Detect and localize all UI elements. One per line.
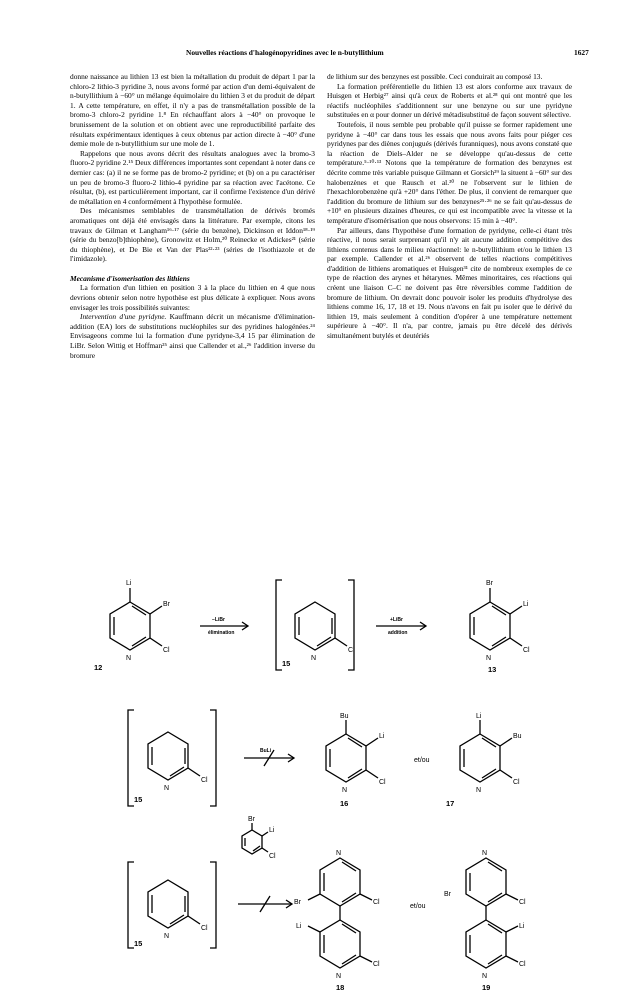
pyridine-ring-18-bottom [320,920,360,968]
atom-label-br: Br [444,891,451,898]
pyridyne-ring-15 [295,602,335,650]
atom-label-cl: Cl [269,853,276,860]
paragraph: Des mécanismes semblables de transmétallation de dérivés bromés aromatiques ont déjà été envisagés dans la littérature. Par exemple, citons les travaux de Gilman et Langham¹⁶·¹⁷ (série du benzène), Dickinson et Iddon¹⁸·¹⁹ (série du benzo[b]thiophène), Gronowitz et Holm,²⁰ Reinecke et Adickes²¹ (série du thiophène), et De Bie et Van der Plas²²·²³ (séries de l'isothiazole et de l'imidazole). [70,206,315,264]
paragraph-lead: Intervention d'une pyridyne. [80,312,167,322]
atom-label-n: N [126,655,132,662]
compound-number-15: 15 [134,939,143,948]
bracket-left [276,580,282,670]
atom-label-cl: Cl [513,779,520,786]
atom-label-li: Li [296,923,302,930]
bracket-right [210,710,216,806]
pyridine-ring-17 [460,734,500,782]
bracket-right [348,580,354,670]
bracket-right [210,862,216,948]
bracket-left [128,710,134,806]
pyridine-ring-16 [326,734,366,782]
atom-label-n: N [476,787,482,794]
reagent-label: addition [388,630,408,636]
compound-number-13: 13 [488,665,497,674]
atom-label-li: Li [126,580,132,587]
atom-label-li: Li [269,827,275,834]
paragraph: de lithium sur des benzynes est possible. Ceci conduirait au composé 13. [327,72,543,81]
atom-label-n: N [482,850,488,857]
atom-label-cl: Cl [523,647,530,654]
reaction-scheme [70,568,570,993]
section-title: Mecanisme d'isomerisation des lithiens [70,273,190,283]
atom-label-li: Li [523,601,529,608]
atom-label-li: Li [476,713,482,720]
atom-label-n: N [336,973,342,980]
connector-text: et/ou [410,903,426,910]
compound-number-17: 17 [446,799,455,808]
atom-label-n: N [336,850,342,857]
atom-label-cl: Cl [519,961,526,968]
paragraph: Rappelons que nous avons décrit des résultats analogues avec la bromo-3 fluoro-2 pyridine 2.¹⁵ Deux différences importantes sont cependant à noter dans ce dernier cas: (a) il ne se forme pas de bromo-2 pyridine; et (b) on a pu caractériser un peu de bromo-3 fluoro-2 lithio-4 pyridine par sa réaction avec l'acétone. Ce résultat, (b), est particulièrement important, car il confirme l'existence d'un dérivé de métallation en 4 conformément à l'hypothèse formulée. [70,148,315,206]
right-column [327,72,572,341]
paragraph: Par ailleurs, dans l'hypothèse d'une formation de pyridyne, celle-ci étant très réactive, il nous serait surprenant qu'il n'y ait aucune addition compétitive des lithiens contenus dans le milieu réactionnel: le n-butyllithium et/ou le lithien 13 par exemple. Callender et al.²⁶ observent de telles réactions compétitives d'addition de lithiens aromatiques et Huisgen³¹ cite de nombreux exemples de ce type de réaction des arynes et hétarynes. Mêmes minoritaires, ces réactions qui créent une liaison C–C ne doivent pas être réversibles comme l'addition de bromure de lithium. On devrait donc pouvoir isoler les produits d'hydrolyse des lithiens comme 16, 17, 18 et 19. Nous n'avons en fait pu isoler que le dérivé du lithien 19, mais seulement à condition d'opérer à une température nettement supérieure à −40°. Il n'a, par contre, jamais pu être décelé des dérivés simultanément butylés et deutériés [327,225,572,341]
paragraph [70,312,315,360]
atom-label-n: N [164,933,170,940]
atom-label-cl: Cl [348,647,355,654]
paragraph: La formation d'un lithien en position 3 à la place du lithien en 4 que nous devrions obtenir selon notre hypothèse est plus délicate à expliquer. Nous avons envisager les trois possibilités suivantes: [70,283,315,312]
compound-number-15: 15 [134,795,143,804]
paragraph: La formation préférentielle du lithien 13 est alors conforme aux travaux de Huisgen et Herbig²⁷ ainsi qu'à ceux de Roberts et al.²⁸ qui ont montré que les réactifs nucléophiles s'additionnent sur une benzyne ou sur une pyridyne substituées en α pour donner un dérivé métadisubstitué de façon souvent sélective. [327,81,572,120]
atom-label-cl: Cl [379,779,386,786]
pyridine-ring-18-top [320,858,360,906]
compound-number-18: 18 [336,983,345,992]
pyridyne-ring-15 [148,880,188,928]
reagent-label: −LiBr [212,617,225,623]
connector-text: et/ou [414,757,430,764]
left-column [70,72,315,360]
pyridine-ring-12 [110,602,150,650]
compound-number-19: 19 [482,983,491,992]
pyridine-ring-19-bottom [466,920,506,968]
paragraph: donne naissance au lithien 13 est bien la métallation du produit de départ 1 par la chloro-2 lithio-3 pyridine 3, nous avons formé par action d'un demi-équivalent de n-butyllithium à −60° un mélange équimolaire du lithien 3 et du produit de départ 1. A cette température, en effet, il n'y a pas de transmétallation possible de la bromo-3 chloro-2 pyridine 1.⁸ En réchauffant alors à −40° on provoque le brunissement de la solution et on obtient avec une reproductibilité parfaite des résultats expérimentaux identiques à ceux obtenus par action directe à −40° d'une demie mole de n-butyllithium sur une mole de 1. [70,72,315,149]
atom-label-br: Br [294,899,301,906]
atom-label-bu: Bu [513,733,522,740]
running-title: Nouvelles réactions d'halogénopyridines avec le n-butyllithium [186,48,384,57]
atom-label-n: N [311,655,317,662]
pyridyne-ring-15 [148,732,188,780]
atom-label-bu: Bu [340,713,349,720]
atom-label-cl: Cl [373,899,380,906]
atom-label-n: N [342,787,348,794]
paragraph: Toutefois, il nous semble peu probable qu'il puisse se former rapidement une pyridyne à −40° car dans tous les essais que nous avons faits pour piéger ces pyridynes par des diènes conjugués (dérivés furanniques), nous avons constaté que la réaction de Diels–Alder ne se développe qu'au-dessus de cette température.⁵·¹⁰·¹³ Notons que la température de formation des benzynes est décrite comme très variable puisque Gilmann et Gorsich²⁹ la situent à −60° sur des halobenzènes et que Rausch et al.³⁰ ne l'observent sur le lithien de l'hexachlorobenzène qu'à +20° dans l'éther. De plus, il convient de remarquer que l'addition du bromure de lithium sur des benzynes²⁵·²⁶ ne se fait qu'au-dessus de +10° en plusieurs dizaines d'heures, ce qui est incompatible avec la vitesse et la température d'isomérisation que nous observons: 15 min à −40°. [327,119,572,225]
atom-label-cl: Cl [163,647,170,654]
atom-label-n: N [486,655,492,662]
pyridine-ring-13 [470,602,510,650]
compound-number-15: 15 [282,659,291,668]
paragraph-text: Kauffmann décrit un mécanisme d'élimination-addition (EA) lors de substitutions nucléophiles sur des pyridines halogénées.²⁴ Envisageons comme lui la formation d'une pyridyne-3,4 15 par élimination de LiBr. Selon Wittig et Hoffman²⁵ ainsi que Callender et al.,²⁶ l'addition inverse du bromure [70,312,315,360]
atom-label-br: Br [486,580,493,587]
atom-label-br: Br [163,601,170,608]
atom-label-br: Br [248,816,255,823]
atom-label-cl: Cl [201,925,208,932]
atom-label-cl: Cl [519,899,526,906]
atom-label-cl: Cl [201,777,208,784]
reagent-label: élimination [208,630,235,636]
page-number: 1627 [574,48,589,57]
atom-label-cl: Cl [373,961,380,968]
atom-label-li: Li [519,923,525,930]
compound-number-12: 12 [94,663,103,672]
atom-label-li: Li [379,733,385,740]
atom-label-n: N [482,973,488,980]
reagent-label: +LiBr [390,617,403,623]
compound-number-16: 16 [340,799,349,808]
atom-label-n: N [164,785,170,792]
reagent-label: BuLi [260,748,272,754]
pyridine-ring-19-top [466,858,506,906]
bracket-left [128,862,134,948]
